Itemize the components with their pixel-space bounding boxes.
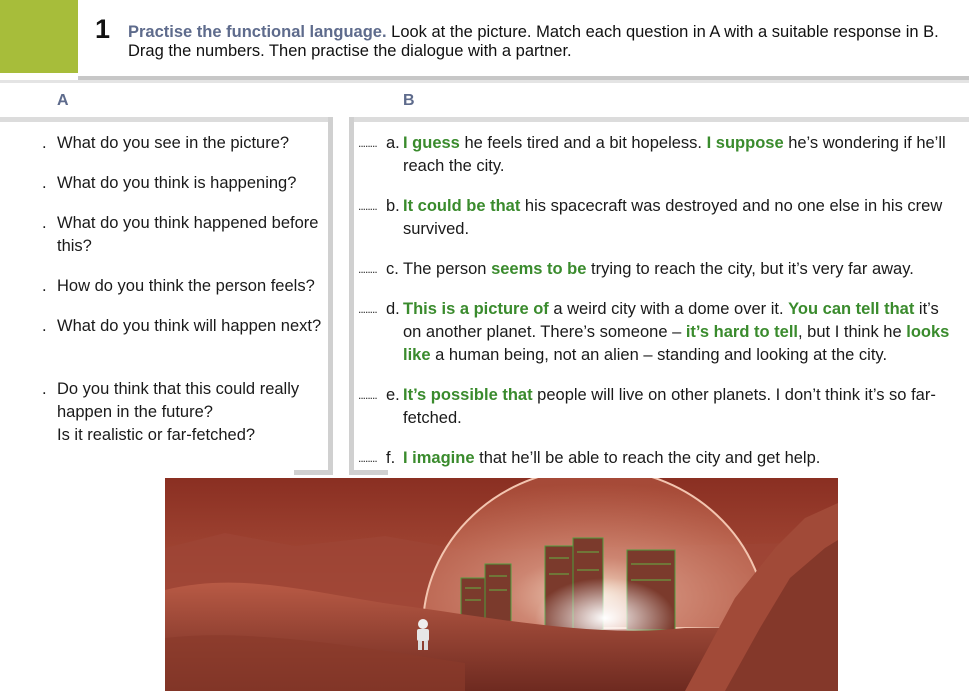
response-e: ........ e. It’s possible that people will live on other planets. I don’t think it’s so far-fetched.: [358, 386, 936, 427]
instructions-text: Look at the picture. Match each question in A with a suitable response in B. Drag the numbers. Then practise the dialogue with a partner.: [128, 23, 939, 60]
column-b-frame: [349, 117, 354, 475]
exercise-number: 1: [95, 14, 111, 44]
question-4[interactable]: . How do you think the person feels?: [42, 277, 315, 295]
response-d: ........ d. This is a picture of a weird city with a dome over it. You can tell that it’s on another planet. There’s someone – it’s hard to tell, but I think he looks like a human being, not an alien – standing and looking at the city.: [358, 300, 950, 364]
header-rule-shadow: [0, 80, 969, 83]
question-1[interactable]: . What do you see in the picture?: [42, 134, 290, 152]
instructions: [128, 23, 958, 61]
drop-slot-a[interactable]: ........: [358, 136, 377, 150]
question-5[interactable]: . What do you think will happen next?: [42, 317, 322, 335]
mars-city-illustration: [165, 478, 838, 691]
drop-slot-d[interactable]: ........: [358, 302, 377, 316]
column-b-foot: [349, 470, 388, 475]
column-b-heading: B: [403, 92, 415, 109]
question-3[interactable]: . What do you think happened before this?: [42, 214, 319, 255]
drop-slot-b[interactable]: ........: [358, 199, 377, 213]
instructions-lead: Practise the functional language.: [128, 23, 387, 41]
response-a: ........ a. I guess he feels tired and a bit hopeless. I suppose he’s wondering if he’ll reach the city.: [358, 134, 946, 175]
column-b-top-rule: [349, 117, 969, 122]
drop-slot-c[interactable]: ........: [358, 262, 377, 276]
question-2[interactable]: . What do you think is happening?: [42, 174, 297, 192]
accent-block: [0, 0, 78, 73]
question-6[interactable]: . Do you think that this could really happen in the future? Is it realistic or far-fetched?: [42, 380, 300, 444]
drop-slot-f[interactable]: ........: [358, 451, 377, 465]
response-b: ........ b. It could be that his spacecraft was destroyed and no one else in his crew survived.: [358, 197, 943, 238]
response-c: ........ c. The person seems to be trying to reach the city, but it’s very far away.: [358, 258, 958, 281]
column-a-heading: A: [57, 92, 69, 109]
drop-slot-e[interactable]: ........: [358, 388, 377, 402]
response-f: ........ f. I imagine that he’ll be able to reach the city and get help.: [358, 447, 958, 470]
